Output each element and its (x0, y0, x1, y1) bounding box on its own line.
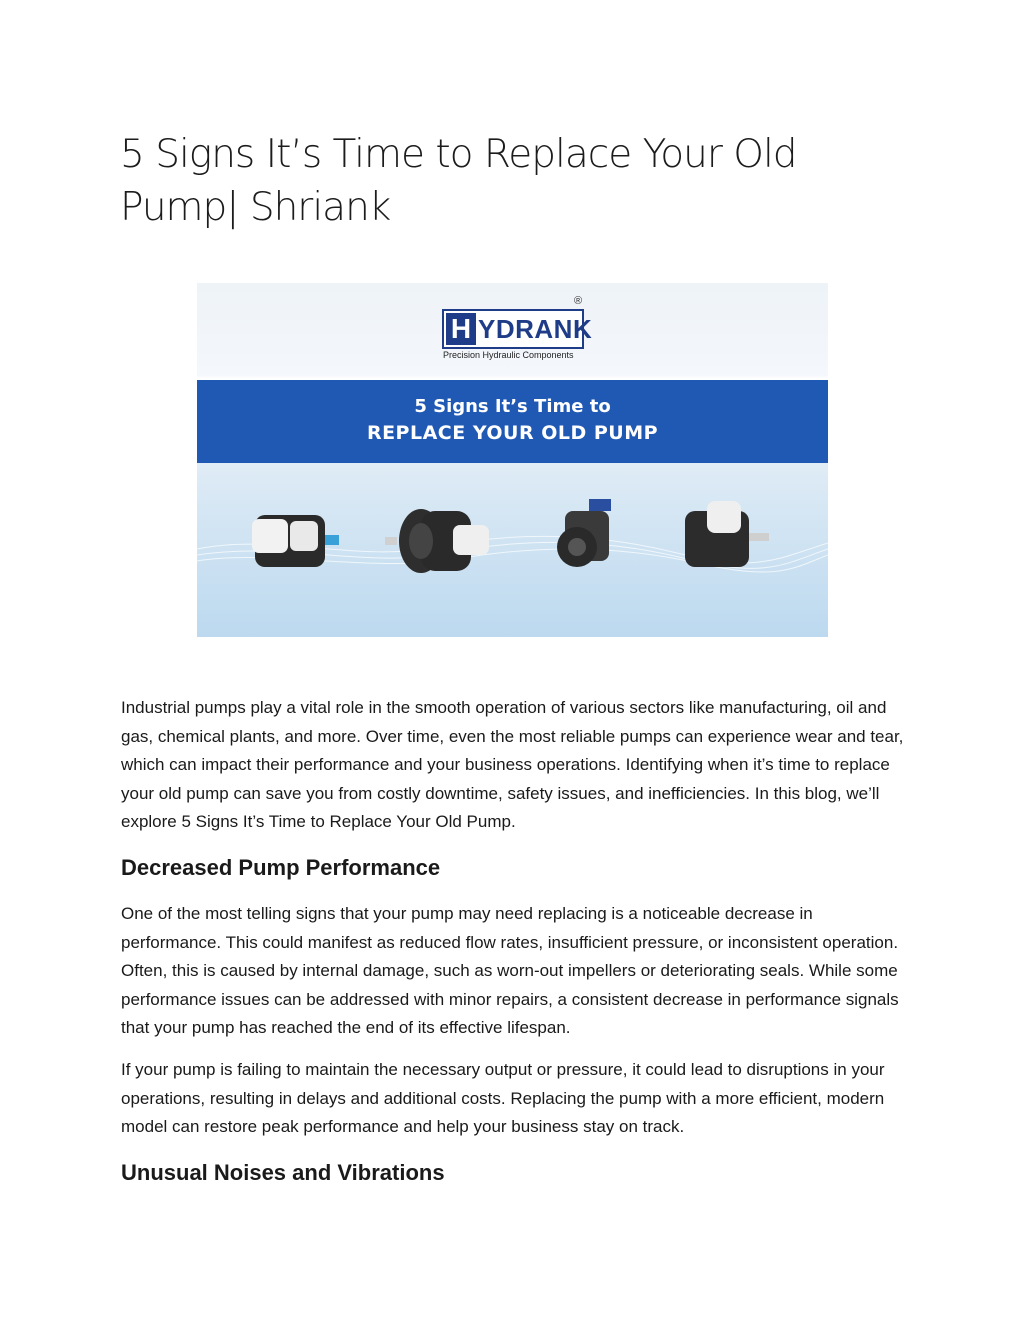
section-paragraph: One of the most telling signs that your pump may need replacing is a noticeable decrease in performance. This could manifest as reduced flow rates, insufficient pressure, or inconsistent operation. Often, this is caused by internal damage, such as worn-out impellers or deteriorating seals. While some performance issues can be addressed with minor repairs, a consistent decrease in performance signals that your pump has reached the end of its effective lifespan. (121, 904, 899, 1038)
intro-paragraph: Industrial pumps play a vital role in the smooth operation of various sectors like manufacturing, oil and gas, chemical plants, and more. Over time, even the most reliable pumps can experience wear and tear, which can impact their performance and your business operations. Identifying when it’s time to replace your old pump can save you from costly downtime, safety issues, and inefficiencies. In this blog, we’ll explore 5 Signs It’s Time to Replace Your Old Pump. (121, 698, 904, 832)
banner-headline-band (197, 380, 828, 463)
banner-headline-line2: REPLACE YOUR OLD PUMP (366, 422, 659, 444)
pump-3 (557, 499, 611, 567)
pump-products-illustration (197, 463, 828, 637)
section-paragraph: If your pump is failing to maintain the necessary output or pressure, it could lead to disruptions in your operations, resulting in delays and additional costs. Replacing the pump with a more efficient, modern model can restore peak performance and help your business stay on track. (121, 1060, 885, 1137)
logo-text: YDRANK (478, 314, 593, 344)
section-heading-performance: Decreased Pump Performance (121, 855, 441, 880)
logo-letter: H (446, 313, 476, 345)
hydrank-logo (442, 309, 593, 349)
page-title: 5 Signs It’s Time to Replace Your Old Pump| Shriank (120, 132, 797, 230)
section-heading-noises: Unusual Noises and Vibrations (121, 1160, 445, 1185)
pump-1 (252, 515, 339, 567)
pump-4 (685, 501, 769, 567)
logo-tagline: Precision Hydraulic Components (443, 350, 574, 360)
registered-mark: ® (574, 295, 583, 307)
banner-image (197, 283, 828, 637)
banner-headline-line1: 5 Signs It’s Time to (414, 396, 611, 417)
